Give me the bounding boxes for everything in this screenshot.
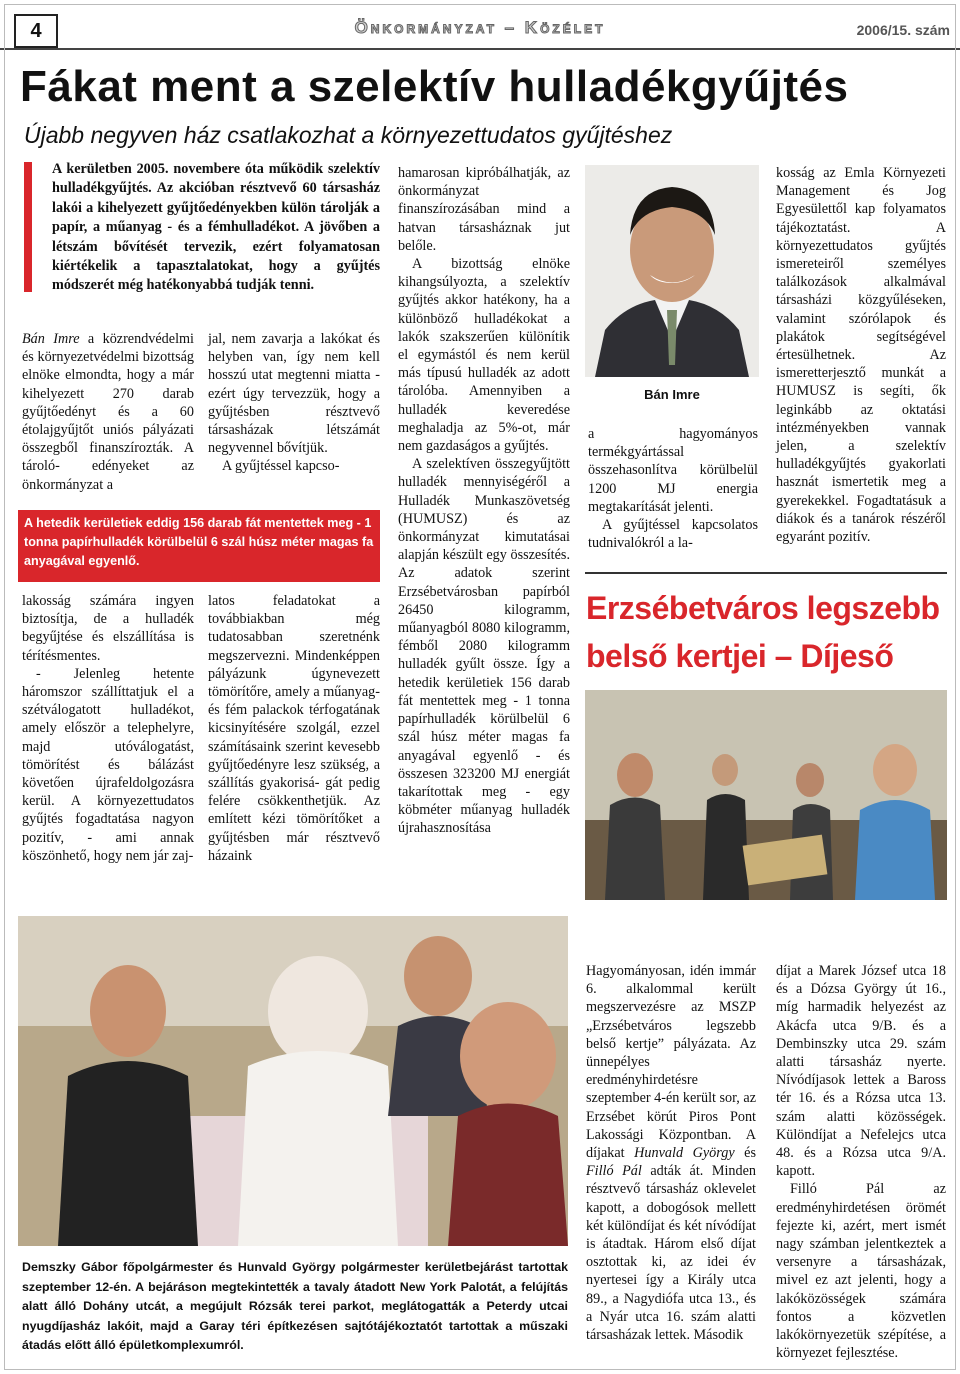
lead-paragraph: A kerületben 2005. novembere óta működik szelektív hulladékgyűjtés. Az akcióban résztvevő 60 társasház lakói a kihelyezett gyűjtőedényekben külön tárolják a papír, a műanyag - és a fémhulladékot. A jövőben a létszám bővítését tervezik, ezért folyamatosan kiértékelik a tapasztalatokat, hogy a gyűjtés módszerét még hatékonyabbá tudják tenni. (52, 161, 380, 294)
person-name: Hunvald György (634, 1145, 735, 1162)
article-col2-top (208, 330, 380, 476)
visit-image (18, 916, 568, 1246)
award-image (585, 690, 947, 900)
callout-box (18, 510, 380, 582)
article-text: latos feladatokat a továbbiakban még tudatosabban szeretnénk megszervezni. Mindenképpen pályázunk úgynevezett tömörítőre, amely a műanyag- és fém palackok térfogatának kicsinyítésére szolgál, ezzel számításaink szerint kevesebb gyűjtőedényre lesz szükség, a szállítás gyakorisá- gát pedig felére csökkenthetjük. Az említett kézi tömörítőket a gyűjtésben már résztvevő házaink (208, 593, 380, 864)
article-text: - Jelenleg hetente háromszor szállíttatjuk el a szétválogatott hulladékot, amely először a telephelyre, majd utóválogatást, tömörítést és bálázást követően újrafeldolgozásra kerül. A környezettudatos gyűjtés fogadtatása nagyon pozitív, - ami annak köszönhető, hogy nem jár zaj- (22, 665, 194, 864)
article-text: A gyűjtéssel kapcso- (222, 458, 340, 475)
photo-caption: Demszky Gábor főpolgármester és Hunvald György polgármester kerületbejárást tartottak szeptember 12-én. A bejáráson megtekintették a tavaly átadott New York Palotát, a felújítás alatt álló Dohány utcát, a megújult Rózsák terei parkot, meglátogatták a Peterdy utcai nyugdíjasház lakóit, majd a Garay téri építkezésen sajtótájékoztatót tartottak a műszaki átadás előtt álló épületkomplexumról. (22, 1260, 568, 1353)
article-text: a hagyományos termékgyártással összehasonlítva körülbelül 1200 MJ energia megtakarítását jelenti. (588, 426, 758, 515)
article-text: A gyűjtéssel kapcsolatos tudnivalókról a la- (588, 517, 758, 552)
portrait-photo (585, 165, 759, 377)
callout-text: A hetedik kerületiek eddig 156 darab fát mentettek meg - 1 tonna papírhulladék körülbelül 6 szál húsz méter magas fa anyagával egyenlő. (24, 516, 374, 568)
article-text: A szelektíven összegyűjtött hulladék mennyiségéről a Hulladék Munkaszövetség (HUMUSZ) és az önkormányzat kimutatásai alapján készült egy összesítés. Az adatok szerint Erzsébetvárosban papírból 26450 kilogramm, műanyagból 8080 kilogramm, fémből 2080 kilogramm hulladék gyűlt össze. Így a hetedik kerületiek 156 darab fát mentettek meg - 1 tonna papírhulladék körülbelül 6 szál húsz méter magas fa anyagával egyenlő - és összesen 323200 MJ energiát takarítottak meg - egy köbméter műanyag hulladék újrahasznosítása (398, 456, 570, 837)
person-name: Filló Pál (586, 1163, 642, 1180)
article-col2-bottom (208, 592, 380, 865)
person-name: Bán Imre (22, 331, 80, 347)
article-text: jal, nem zavarja a lakókat és helyben van, így nem kell hosszú utat megtenni miatta - ezért úgy tervezzük, hogy a gyűjtésben résztvevő társasházak létszámát negyvennel bővítjük. (208, 331, 380, 457)
award-photo (585, 690, 947, 900)
subheadline: Újabb negyven ház csatlakozhat a környezettudatos gyűjtéshez (24, 122, 673, 148)
article-text: a közrendvédelmi és környezetvédelmi bizottság elnöke elmondta, hogy a már kihelyezett 270 darab gyűjtőedényt és a 60 étolajgyűjtőt uniós pályázati összegből finanszírozták. A tároló- edényeket az önkormányzat a (22, 331, 194, 493)
article-text: Hagyományosan, idén immár 6. alkalommal került megszervezésre az MSZP „Erzsébetváros legszebb belső kertje” pályázata. Az ünnepélyes eredményhirdetésre szeptember 4-én került sor, az Erzsébet körút Piros Pont Lakossági Központban. A díjakat (586, 963, 757, 1162)
article2-divider (585, 572, 947, 574)
visit-photo (18, 916, 568, 1246)
article-col3 (398, 164, 570, 838)
portrait-image (585, 165, 759, 377)
lead-accent-bar (24, 162, 32, 292)
article-col1-bottom (22, 592, 194, 865)
article-col5 (776, 164, 946, 546)
article-col4 (588, 425, 758, 552)
article-col1-top (22, 330, 194, 494)
article-text: és (734, 1145, 757, 1162)
article-text: adták át. Minden résztvevő társasház oklevelet kapott, a dobogósok mellett két különdíjat és két nívódíjat is átadtak. Három első díjat osztottak ki, az idei év nyertesei így a Király utca 89., a Nagydiófa utca 13., és a Nyár utca 16. szám alatti társasházak lettek. Második (586, 1163, 756, 1344)
page-title: Fákat ment a szelektív hulladékgyűjtés (20, 62, 849, 111)
article-text: díjat a Marek József utca 18 és a Dózsa György út 16., míg harmadik helyezést az Akácfa utca 9/B. és a Dembinszky utca 29. szám alatti társasház nyerte. Nívódíjasok lettek a Baross tér 16. és a Rózsa utca 13. szám alatti közösségek. Különdíjat a Nefelejcs utca 48. és a Rózsa utca 9/A. kapott. (776, 963, 946, 1180)
portrait-caption: Bán Imre (644, 387, 700, 402)
section-title: Önkormányzat – Közélet (354, 18, 606, 37)
article2-colB (776, 962, 946, 1362)
page-number: 4 (14, 14, 58, 48)
article-text: Filló Pál az eredményhirdetésen örömét fejezte ki, azért, mert ismét nagy számban jelentkeztek a versenyre a társasházak, mivel ez azt jelenti, hogy a lakóközösségek számára fontos a közvetlen lakókörnyezetük szépítése, a környezet fejlesztése. (776, 1181, 946, 1362)
article2-headline: Erzsébetváros legszebb belső kertjei – Díjeső (586, 590, 940, 674)
article-text: lakosság számára ingyen biztosítja, de a hulladék begyűjtése és elszállítása is térítésmentes. (22, 593, 194, 664)
issue-number: 2006/15. szám (856, 22, 950, 38)
article-text: A bizottság elnöke kihangsúlyozta, a szelektív gyűjtés akkor hatékony, ha a különböző hulladékokat a lakók szakszerűen különítik el egymástól és nem kerül más típusú hulladék az adott tárolóba. Amennyiben a hulladék keveredése meghaladja az 5%-ot, már nem gazdaságos a gyűjtés. (398, 256, 570, 455)
article2-colA (586, 962, 756, 1344)
article-text: kosság az Emla Környezeti Management és Jog Egyesülettől kap folyamatos tájékoztatást. A környezettudatos gyűjtés ismereteiről személyes találkozások alkalmával társasházi közgyűléseken, valamint szórólapok és plakátok segítségével értesülhetnek. Az ismeretterjesztő munkát a HUMUSZ is segíti, ők leginkább az oktatási intézményekben vannak jelen, a szelektív hulladékgyűjtés gyakorlati hasznát ismertetik meg a gyerekekkel. Fogadtatásuk a diákok és a tanárok részéről egyaránt pozitív. (776, 165, 946, 546)
header-bar (0, 8, 960, 50)
article-text: hamarosan kipróbálhatják, az önkormányzat finanszírozásában mind a hatvan társasháznak jut belőle. (398, 165, 570, 254)
